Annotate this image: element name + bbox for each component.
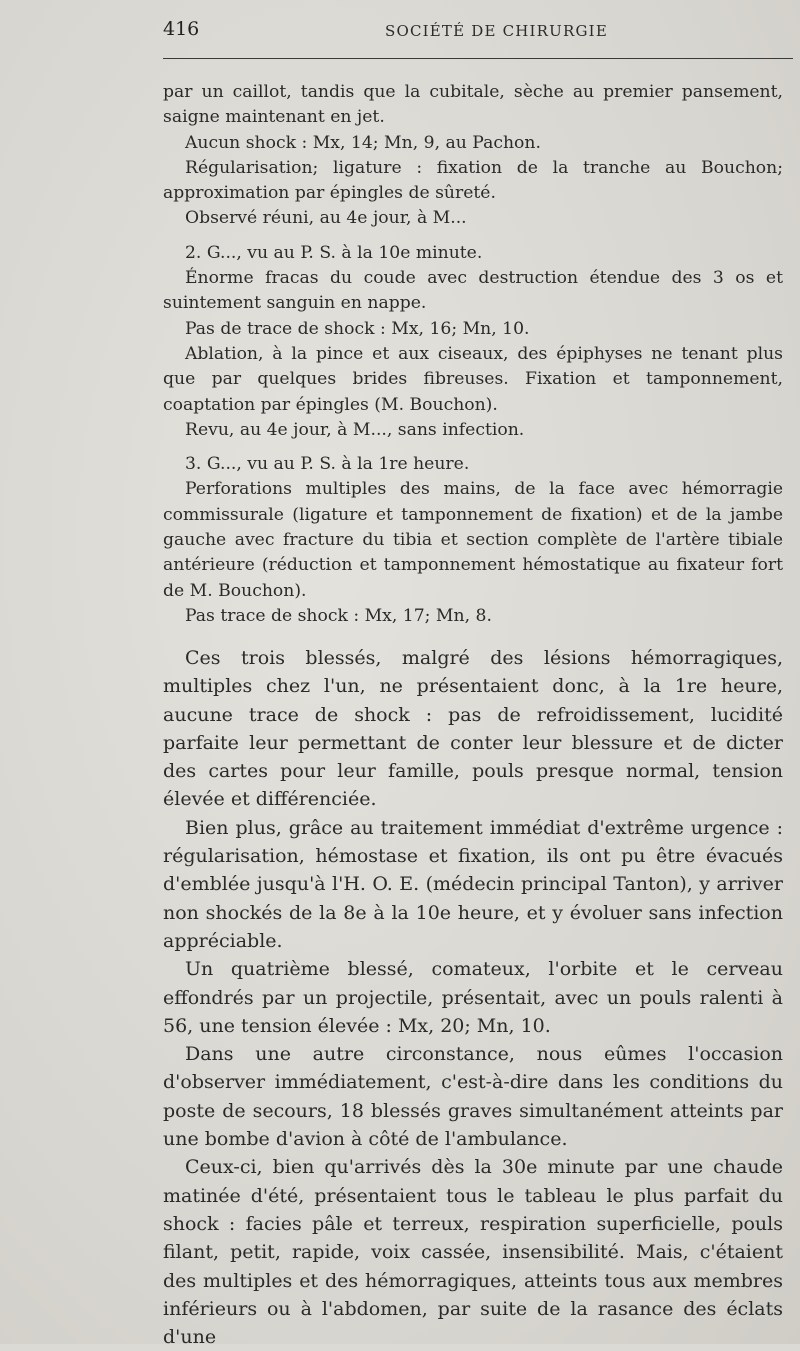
body-paragraph: Un quatrième blessé, comateux, l'orbite et le cerveau effondrés par un projectile, présentait, avec un pouls ralenti à 56, une tension élevée : Mx, 20; Mn, 10. <box>163 958 783 1037</box>
page-header <box>163 18 793 48</box>
body-paragraph: Dans une autre circonstance, nous eûmes l'occasion d'observer immédiatement, c'est-à-dire dans les conditions du poste de secours, 18 blessés graves simultanément atteints par une bombe d'avion à côté de l'ambulance. <box>163 1043 783 1151</box>
page-number: 416 <box>163 18 200 40</box>
header-rule <box>163 58 793 59</box>
main-text <box>163 644 783 1351</box>
case-paragraph: Observé réuni, au 4e jour, à M... <box>185 208 467 229</box>
case-paragraph: Énorme fracas du coude avec destruction étendue des 3 os et suintement sanguin en nappe. <box>163 268 783 314</box>
case-paragraph: Ablation, à la pince et aux ciseaux, des épiphyses ne tenant plus que par quelques brides fibreuses. Fixation et tamponnement, coaptation par épingles (M. Bouchon). <box>163 343 783 415</box>
case-paragraph: Pas trace de shock : Mx, 17; Mn, 8. <box>185 605 492 626</box>
case-heading: 3. G..., vu au P. S. à la 1re heure. <box>185 454 470 475</box>
case-paragraph: Aucun shock : Mx, 14; Mn, 9, au Pachon. <box>185 132 541 153</box>
case-heading: 2. G..., vu au P. S. à la 10e minute. <box>185 242 483 263</box>
case-paragraph: Régularisation; ligature : fixation de la tranche au Bouchon; approximation par épingles de sûreté. <box>163 157 783 204</box>
body-paragraph: Bien plus, grâce au traitement immédiat d'extrême urgence : régularisation, hémostase et fixation, ils ont pu être évacués d'emblée jusqu'à l'H. O. E. (médecin principal Tanton), y arriver non shockés de la 8e à la 10e heure, et y évoluer sans infection appréciable. <box>163 816 783 952</box>
case-paragraph: par un caillot, tandis que la cubitale, sèche au premier pansement, saigne maintenant en jet. <box>163 82 783 128</box>
case-reports <box>163 80 783 629</box>
case-paragraph: Pas de trace de shock : Mx, 16; Mn, 10. <box>185 318 530 339</box>
body-paragraph: Ces trois blessés, malgré des lésions hémorragiques, multiples chez l'un, ne présentaient donc, à la 1re heure, aucune trace de shock : pas de refroidissement, lucidité parfaite leur permettant de conter leur blessure et de dicter des cartes pour leur famille, pouls presque normal, tension élevée et différenciée. <box>163 647 783 811</box>
body-paragraph: Ceux-ci, bien qu'arrivés dès la 30e minute par une chaude matinée d'été, présentaient tous le tableau le plus parfait du shock : facies pâle et terreux, respiration superficielle, pouls filant, petit, rapide, voix cassée, insensibilité. Mais, c'étaient des multiples et des hémorragiques, atteints tous aux membres inférieurs ou à l'abdomen, par suite de la rasance des éclats d'une <box>163 1156 783 1349</box>
case-paragraph: Revu, au 4e jour, à M..., sans infection. <box>185 419 525 440</box>
case-paragraph: Perforations multiples des mains, de la face avec hémorragie commissurale (ligature et tamponnement de fixation) et de la jambe gauche avec fracture du tibia et section complète de l'artère tibiale antérieure (réduction et tamponnement hémostatique au fixateur fort de M. Bouchon). <box>163 479 783 601</box>
running-head: SOCIÉTÉ DE CHIRURGIE <box>385 22 608 40</box>
